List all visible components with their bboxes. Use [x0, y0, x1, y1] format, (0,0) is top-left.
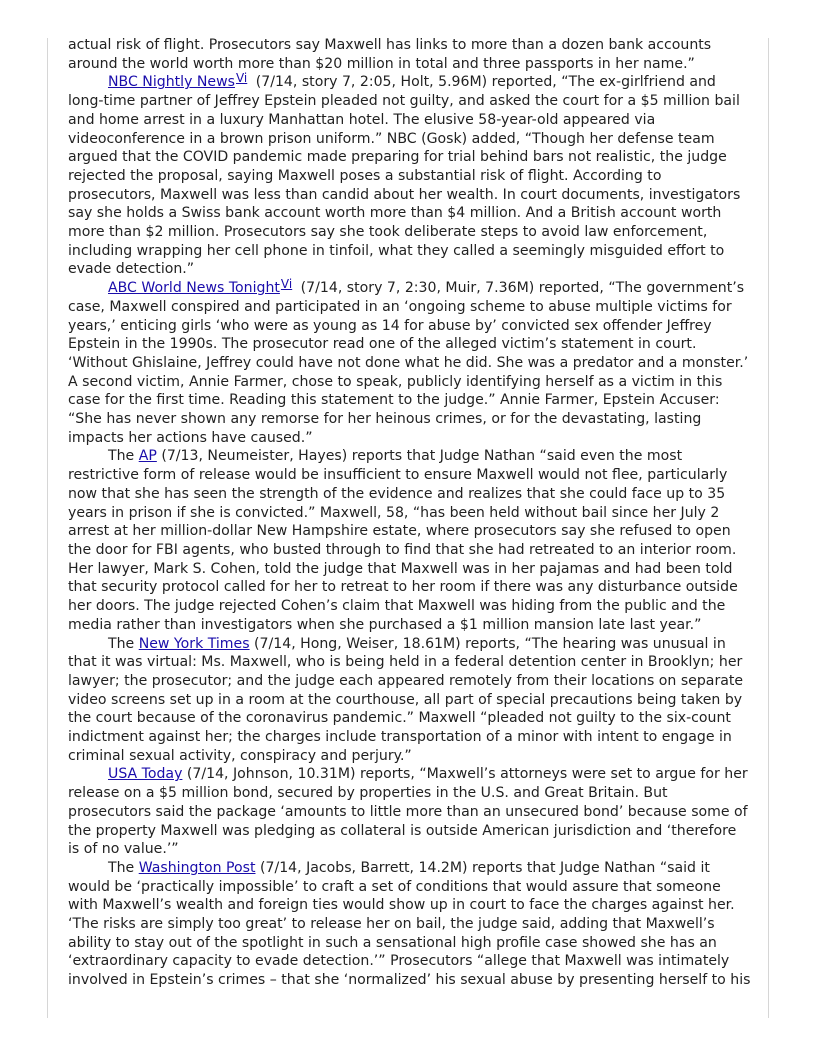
nbc-nightly-news-link[interactable]: NBC Nightly News — [108, 74, 235, 91]
paragraph-text: (7/14, story 7, 2:05, Holt, 5.96M) reported, “The ex-girlfriend and long-time partner of Jeffrey Epstein pleaded not guilty, and asked the court for a $5 million bail and home arrest in a luxury Manhattan hotel. The elusive 58-year-old appeared via videoconference in a brown prison uniform.” NBC (Gosk) added, “Though her defense team argued that the COVID pandemic made preparing for trial behind bars not realistic, the judge rejected the proposal, saying Maxwell poses a substantial risk of flight. According to prosecutors, Maxwell was less than candid about her wealth. In court documents, investigators say she holds a Swiss bank account worth more than $4 million. And a British account worth more than $2 million. Prosecutors say she took deliberate steps to avoid law enforcement, including wrapping her cell phone in tinfoil, what they called a seemingly misguided effort to evade detection.” — [68, 74, 741, 278]
paragraph-lead: The — [108, 448, 139, 465]
paragraph-continuation — [68, 36, 752, 73]
paragraph-nbc-nightly-news — [68, 73, 752, 279]
paragraph-abc-world-news-tonight — [68, 279, 752, 447]
paragraph-text: (7/14, Johnson, 10.31M) reports, “Maxwell’s attorneys were set to argue for her release on a $5 million bond, secured by properties in the U.S. and Great Britain. But prosecutors said the package ‘amounts to little more than an unsecured bond’ because some of the property Maxwell was pledging as collateral is outside American jurisdiction and ‘therefore is of no value.’” — [68, 766, 748, 858]
document-body — [68, 36, 752, 990]
washington-post-link[interactable]: Washington Post — [138, 859, 256, 876]
paragraph-usa-today — [68, 765, 752, 859]
ap-link[interactable]: AP — [138, 448, 157, 465]
paragraph-ap — [68, 447, 752, 634]
paragraph-text: (7/14, Jacobs, Barrett, 14.2M) reports that Judge Nathan “said it would be ‘practically impossible’ to craft a set of conditions that would assure that someone with Maxwell’s wealth and foreign ties would show up in court to face the charges against her. ‘The risks are simply too great’ to release her on bail, the judge said, adding that Maxwell’s ability to stay out of the spotlight in such a sensational high profile case showed she has an ‘extraordinary capacity to evade detection.’” Prosecutors “allege that Maxwell was intimately involved in Epstein’s crimes – that she ‘normalized’ his sexual abuse by presenting herself to his — [68, 859, 751, 989]
paragraph-lead: The — [108, 859, 139, 876]
paragraph-washington-post — [68, 859, 752, 990]
video-icon[interactable]: Vi — [235, 71, 248, 86]
right-margin-rule — [768, 38, 769, 1018]
left-margin-rule — [47, 38, 48, 1018]
video-icon[interactable]: Vi — [280, 277, 293, 292]
new-york-times-link[interactable]: New York Times — [138, 635, 250, 652]
paragraph-text: actual risk of flight. Prosecutors say Maxwell has links to more than a dozen bank accounts around the world worth more than $20 million in total and three passports in her name.” — [68, 37, 712, 72]
paragraph-new-york-times — [68, 635, 752, 766]
paragraph-text: (7/13, Neumeister, Hayes) reports that Judge Nathan “said even the most restrictive form of release would be insufficient to ensure Maxwell would not flee, particularly now that she has seen the strength of the evidence and realizes that she could face up to 35 years in prison if she is convicted.” Maxwell, 58, “has been held without bail since her July 2 arrest at her million-dollar New Hampshire estate, where prosecutors say she refused to open the door for FBI agents, who busted through to find that she had retreated to an interior room. Her lawyer, Mark S. Cohen, told the judge that Maxwell was in her pajamas and had been told that security protocol called for her to retreat to her room if there was any disturbance outside her doors. The judge rejected Cohen’s claim that Maxwell was hiding from the public and the media rather than investigators when she purchased a $1 million mansion late last year.” — [68, 448, 738, 633]
paragraph-text: (7/14, Hong, Weiser, 18.61M) reports, “The hearing was unusual in that it was virtual: Ms. Maxwell, who is being held in a federal detention center in Brooklyn; her lawyer; the prosecutor; and the judge each appeared remotely from their locations on separate video screens set up in a room at the courthouse, all part of special precautions being taken by the court because of the coronavirus pandemic.” Maxwell “pleaded not guilty to the six-count indictment against her; the charges include transportation of a minor with intent to engage in criminal sexual activity, conspiracy and perjury.” — [68, 635, 744, 764]
abc-world-news-tonight-link[interactable]: ABC World News Tonight — [108, 280, 280, 297]
usa-today-link[interactable]: USA Today — [108, 766, 183, 783]
paragraph-text: (7/14, story 7, 2:30, Muir, 7.36M) reported, “The government’s case, Maxwell conspired and participated in an ‘ongoing scheme to abuse multiple victims for years,’ enticing girls ‘who were as young as 14 for abuse by’ convicted sex offender Jeffrey Epstein in the 1990s. The prosecutor read one of the alleged victim’s statement in court. ‘Without Ghislaine, Jeffrey could have not done what he did. She was a predator and a monster.’ A second victim, Annie Farmer, chose to speak, publicly identifying herself as a victim in this case for the first time. Reading this statement to the judge.” Annie Farmer, Epstein Accuser: “She has never shown any remorse for her heinous crimes, or for the devastating, lasting impacts her actions have caused.” — [68, 280, 749, 446]
paragraph-lead: The — [108, 635, 139, 652]
